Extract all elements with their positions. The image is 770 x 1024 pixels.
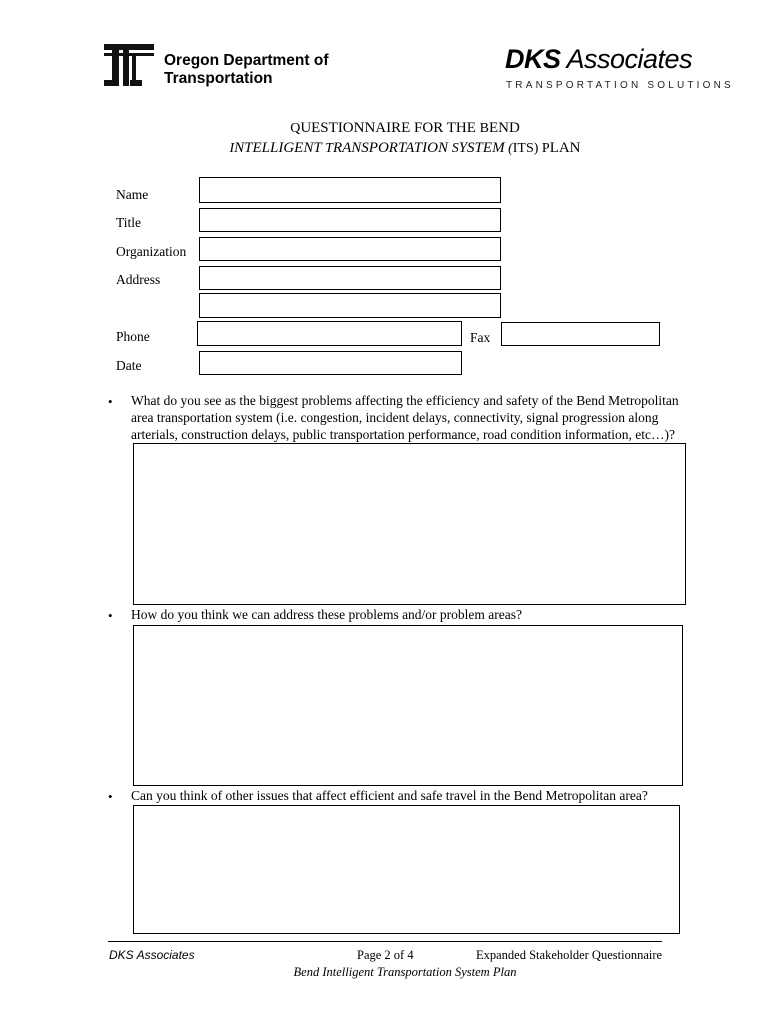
- dks-logo-rest: Associates: [560, 44, 693, 74]
- question-2-answer-box[interactable]: [133, 625, 683, 786]
- title-system: YSTEM: [458, 140, 505, 156]
- name-label: Name: [116, 187, 149, 202]
- footer-company: DKS Associates: [109, 948, 195, 962]
- odot-name: [164, 52, 328, 88]
- question-3-text: Can you think of other issues that affect efficient and safe travel in the Bend Metropolitan area?: [131, 788, 648, 803]
- title-paren: (: [504, 141, 513, 156]
- footer-page-number: Page 2 of 4: [357, 948, 414, 962]
- title-i: I: [229, 141, 235, 156]
- footer-divider: [108, 941, 662, 942]
- odot-logo-icon: [104, 44, 154, 86]
- doc-title-line2: [0, 140, 770, 157]
- title-intelligent: NTELLIGENT: [234, 140, 326, 156]
- title-transportation: RANSPORTATION: [332, 140, 452, 156]
- title-plan: LAN: [549, 140, 581, 156]
- question-3-bullet: •: [108, 789, 113, 804]
- organization-field[interactable]: [199, 237, 501, 261]
- question-3-answer-box[interactable]: [133, 805, 680, 934]
- footer-doc-name: Expanded Stakeholder Questionnaire: [476, 948, 663, 962]
- dks-tagline: TRANSPORTATION SOLUTIONS: [506, 80, 734, 91]
- odot-name-line2: Transportation: [164, 70, 273, 87]
- question-1-answer-box[interactable]: [133, 443, 686, 605]
- title-s: S: [451, 141, 459, 156]
- phone-field[interactable]: [197, 321, 462, 346]
- fax-field[interactable]: [501, 322, 660, 346]
- title-label: Title: [116, 215, 142, 230]
- title-t: T: [325, 141, 333, 156]
- title-its: ITS) P: [512, 141, 550, 156]
- name-field[interactable]: [199, 177, 501, 203]
- dks-logo-bold: DKS: [505, 44, 561, 74]
- fax-label: Fax: [470, 330, 491, 345]
- title-questionnaire: UESTIONNAIRE FOR THE: [300, 120, 480, 136]
- address-label: Address: [116, 272, 161, 287]
- dks-logo: [505, 44, 692, 75]
- question-1-bullet: •: [108, 394, 113, 409]
- footer-plan-name: Bend Intelligent Transportation System Plan: [293, 965, 517, 979]
- date-field[interactable]: [199, 351, 462, 375]
- organization-label: Organization: [116, 244, 187, 259]
- question-1-text: What do you see as the biggest problems affecting the efficiency and safety of the Bend Metropolitan area transportation system (i.e. congestion, incident delays, connectivity, signal progression along arterials, construction delays, public transportation performance, road condition information, etc…)?: [131, 393, 679, 442]
- question-2-text: How do you think we can address these problems and/or problem areas?: [131, 607, 523, 622]
- title-field[interactable]: [199, 208, 501, 232]
- address-field-line2[interactable]: [199, 293, 501, 318]
- phone-label: Phone: [116, 329, 150, 344]
- date-label: Date: [116, 358, 142, 373]
- odot-name-line1: Oregon Department of: [164, 52, 329, 69]
- doc-title-line1: [0, 120, 770, 137]
- address-field-line1[interactable]: [199, 266, 501, 290]
- question-2-bullet: •: [108, 608, 113, 623]
- title-q: Q: [290, 121, 301, 136]
- title-end: END: [488, 120, 520, 136]
- title-b: B: [479, 121, 489, 136]
